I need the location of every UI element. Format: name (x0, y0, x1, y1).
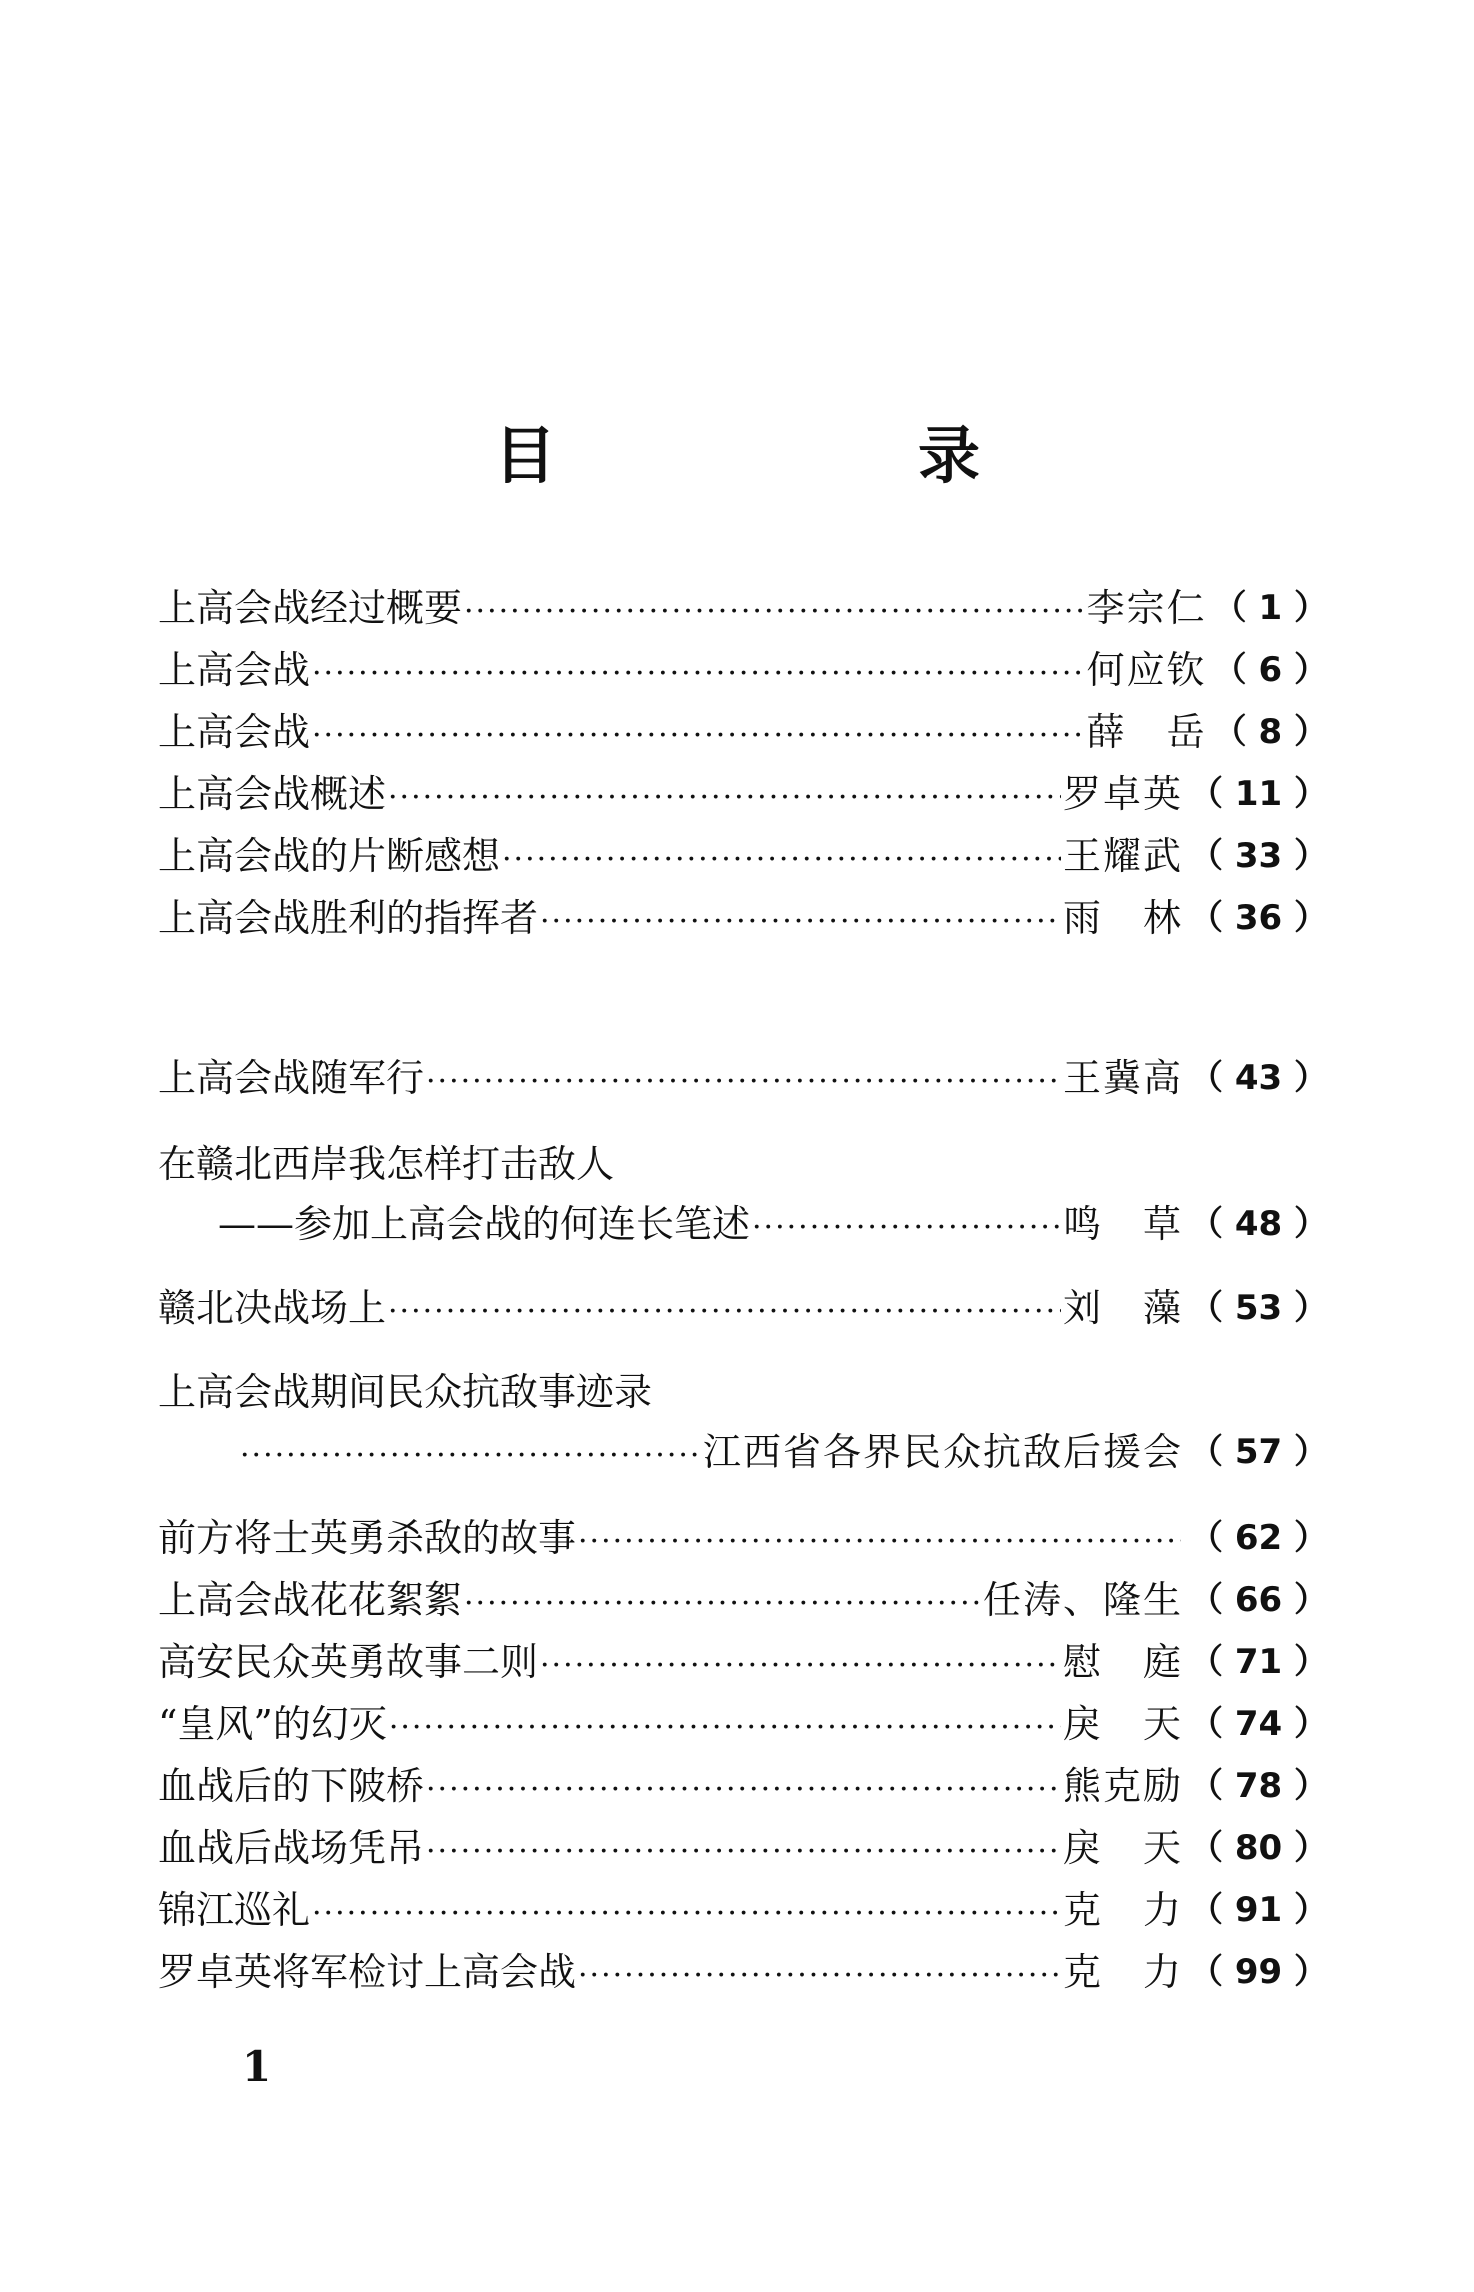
entry-title: 前方将士英勇杀敌的故事 (158, 1516, 577, 1560)
entry-title: 上高会战花花絮絮 (158, 1578, 463, 1622)
leader-dots (240, 1428, 701, 1476)
entry-page: （ 62 ） (1189, 1518, 1328, 1558)
entry-title: 上高会战经过概要 (158, 586, 463, 630)
entry-page: （ 57 ） (1189, 1432, 1328, 1472)
entry-title: 高安民众英勇故事二则 (158, 1640, 539, 1684)
entry-page: （ 1 ） (1212, 588, 1328, 628)
entry-page: （ 48 ） (1189, 1204, 1328, 1244)
entry-page: （ 36 ） (1189, 898, 1328, 938)
toc-entry (158, 1886, 1328, 1934)
entry-page: （ 33 ） (1189, 836, 1328, 876)
entry-page: （ 71 ） (1189, 1642, 1328, 1682)
toc-entry (158, 770, 1328, 818)
entry-title: 上高会战胜利的指挥者 (158, 896, 539, 940)
toc-entry (218, 1200, 1328, 1248)
entry-author: 克 力 (1062, 1888, 1183, 1932)
toc-entry (158, 1824, 1328, 1872)
entry-page: （ 80 ） (1189, 1828, 1328, 1868)
entry-author: 戾 天 (1062, 1702, 1183, 1746)
entry-title: 血战后战场凭吊 (158, 1826, 425, 1870)
leader-dots (312, 1886, 1061, 1934)
leader-dots (578, 1514, 1181, 1562)
entry-title: 上高会战随军行 (158, 1056, 425, 1100)
entry-author: 任涛、隆生 (982, 1578, 1183, 1622)
entry-title: 上高会战的片断感想 (158, 834, 501, 878)
entry-title: ——参加上高会战的何连长笔述 (218, 1202, 751, 1246)
entry-author: 王耀武 (1062, 834, 1183, 878)
entry-author: 刘 藻 (1062, 1286, 1183, 1330)
entry-title: 血战后的下陂桥 (158, 1764, 425, 1808)
entry-author: 罗卓英 (1062, 772, 1183, 816)
leader-dots (752, 1200, 1061, 1248)
entry-page: （ 78 ） (1189, 1766, 1328, 1806)
leader-dots (426, 1762, 1061, 1810)
entry-author: 江西省各界民众抗敌后援会 (702, 1430, 1183, 1474)
leader-dots (426, 1824, 1061, 1872)
leader-dots (540, 1638, 1061, 1686)
toc-entry (158, 832, 1328, 880)
entry-title: 上高会战 (158, 710, 311, 754)
entry-author: 克 力 (1062, 1950, 1183, 1994)
entry-page: （ 99 ） (1189, 1952, 1328, 1992)
entry-author: 薛 岳 (1086, 710, 1207, 754)
toc-entry (238, 1428, 1328, 1476)
toc-entry (158, 1700, 1328, 1748)
toc-entry (158, 1054, 1328, 1102)
entry-heading: 在赣北西岸我怎样打击敌人 (158, 1142, 615, 1186)
leader-dots (388, 1284, 1061, 1332)
entry-page: （ 66 ） (1189, 1580, 1328, 1620)
entry-author: 鸣 草 (1062, 1202, 1183, 1246)
entry-title: 上高会战 (158, 648, 311, 692)
toc-entry (158, 1638, 1328, 1686)
toc-entry (158, 1576, 1328, 1624)
entry-author: 慰 庭 (1062, 1640, 1183, 1684)
leader-dots (540, 894, 1061, 942)
leader-dots (388, 770, 1061, 818)
leader-dots (502, 832, 1061, 880)
page-title: 目 录 (493, 419, 1130, 492)
toc-entry (158, 708, 1328, 756)
entry-page: （ 11 ） (1189, 774, 1328, 814)
leader-dots (426, 1054, 1061, 1102)
entry-author: 李宗仁 (1086, 586, 1207, 630)
entry-page: （ 6 ） (1212, 650, 1328, 690)
entry-page: （ 8 ） (1212, 712, 1328, 752)
entry-author: 王冀高 (1062, 1056, 1183, 1100)
toc-entry (158, 894, 1328, 942)
entry-title: 赣北决战场上 (158, 1286, 387, 1330)
leader-dots (464, 1576, 981, 1624)
toc-entry (158, 1514, 1328, 1562)
leader-dots (389, 1700, 1061, 1748)
entry-author: 戾 天 (1062, 1826, 1183, 1870)
entry-heading: 上高会战期间民众抗敌事迹录 (158, 1370, 653, 1414)
leader-dots (312, 646, 1085, 694)
entry-author: 何应钦 (1086, 648, 1207, 692)
entry-page: （ 43 ） (1189, 1058, 1328, 1098)
entry-title: 罗卓英将军检讨上高会战 (158, 1950, 577, 1994)
entry-title: “皇风”的幻灭 (158, 1702, 387, 1746)
toc-entry (158, 1762, 1328, 1810)
toc-entry (158, 584, 1328, 632)
entry-title: 锦江巡礼 (158, 1888, 311, 1932)
page-number: 1 (242, 2042, 272, 2091)
leader-dots (312, 708, 1085, 756)
entry-author: 雨 林 (1062, 896, 1183, 940)
toc-entry (158, 1948, 1328, 1996)
entry-author: 熊克励 (1062, 1764, 1183, 1808)
entry-page: （ 91 ） (1189, 1890, 1328, 1930)
entry-title: 上高会战概述 (158, 772, 387, 816)
toc-entry (158, 1284, 1328, 1332)
toc-entry (158, 646, 1328, 694)
entry-page: （ 74 ） (1189, 1704, 1328, 1744)
leader-dots (578, 1948, 1061, 1996)
leader-dots (464, 584, 1085, 632)
entry-page: （ 53 ） (1189, 1288, 1328, 1328)
